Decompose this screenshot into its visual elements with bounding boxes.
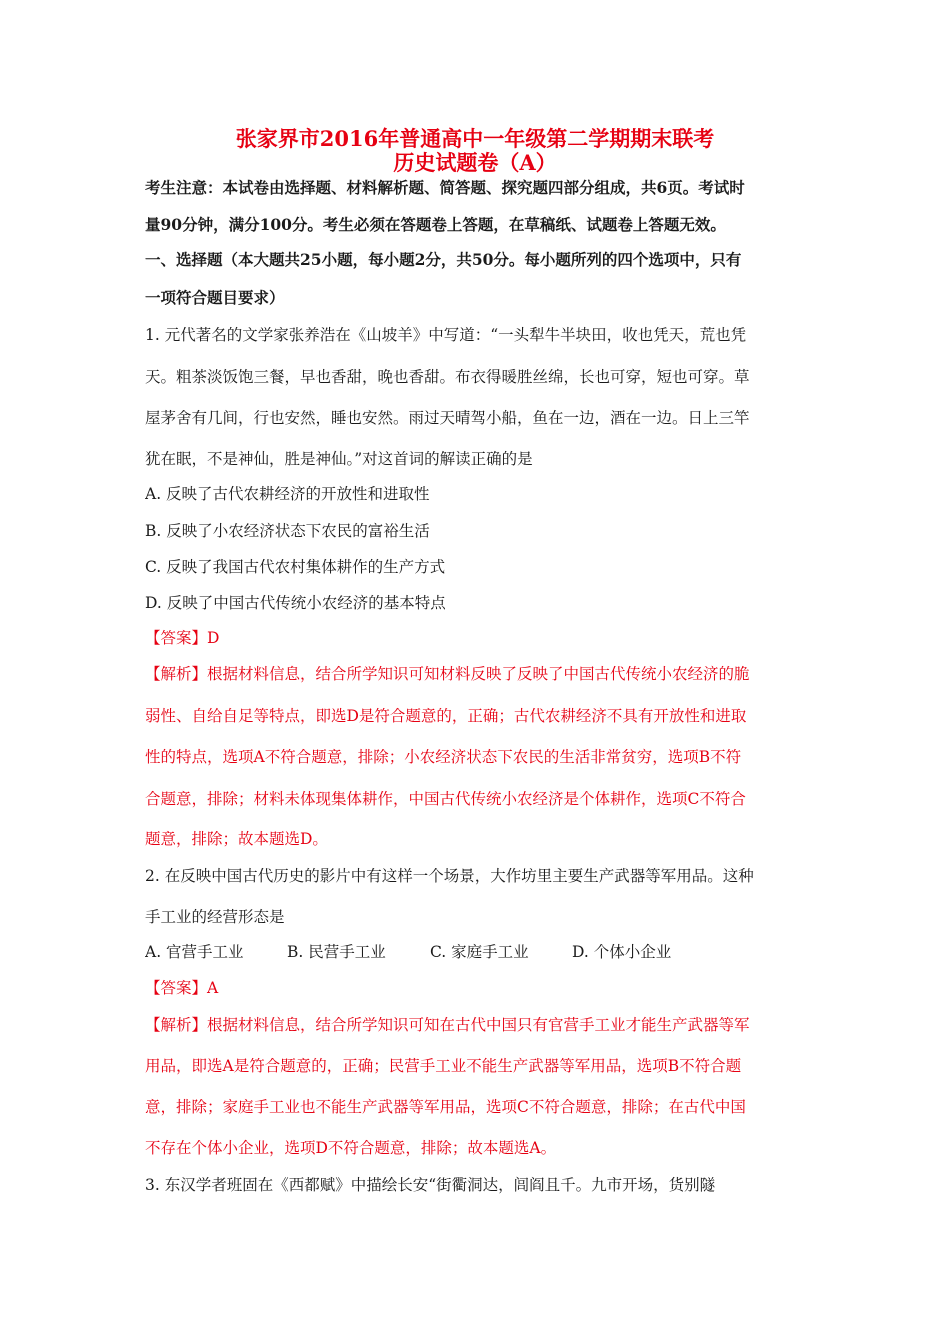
q1-option-d: D. 反映了中国古代传统小农经济的基本特点	[145, 594, 446, 612]
notice-line-1: 考生注意：本试卷由选择题、材料解析题、简答题、探究题四部分组成，共6页。考试时	[145, 178, 745, 197]
q1-option-b: B. 反映了小农经济状态下农民的富裕生活	[145, 522, 430, 540]
notice-line-2: 量90分钟，满分100分。考生必须在答题卷上答题，在草稿纸、试题卷上答题无效。	[145, 215, 726, 234]
answer-tag: 【答案】	[145, 629, 208, 647]
analysis-tag: 【解析】	[145, 665, 208, 683]
q2-option-a: A. 官营手工业	[145, 943, 244, 961]
analysis-tag: 【解析】	[145, 1016, 208, 1034]
q3-stem-line: 3. 东汉学者班固在《西都赋》中描绘长安“街衢洞达，闾阎且千。九市开场，货别隧	[145, 1176, 716, 1194]
answer-value: D	[207, 629, 220, 647]
section-heading-line-2: 一项符合题目要求）	[145, 288, 285, 307]
answer-value: A	[207, 979, 219, 997]
q2-analysis-line: 意，排除；家庭手工业也不能生产武器等军用品，选项C不符合题意，排除；在古代中国	[145, 1098, 746, 1116]
q1-stem-line: 屋茅舍有几间，行也安然，睡也安然。雨过天晴驾小船，鱼在一边，酒在一边。日上三竿	[145, 409, 750, 427]
q2-analysis-line: 用品，即选A是符合题意的，正确；民营手工业不能生产武器等军用品，选项B不符合题	[145, 1057, 742, 1075]
q1-stem-line: 天。粗茶淡饭饱三餐，早也香甜，晚也香甜。布衣得暖胜丝绵，长也可穿，短也可穿。草	[145, 368, 750, 386]
exam-title: 张家界市2016年普通高中一年级第二学期期末联考	[235, 126, 715, 151]
q2-stem-line: 2. 在反映中国古代历史的影片中有这样一个场景，大作坊里主要生产武器等军用品。这种	[145, 867, 754, 885]
q2-options	[145, 942, 805, 962]
q1-analysis-line: 性的特点，选项A不符合题意，排除；小农经济状态下农民的生活非常贫穷，选项B不符	[145, 748, 742, 766]
q1-analysis-line: 合题意，排除；材料未体现集体耕作，中国古代传统小农经济是个体耕作，选项C不符合	[145, 790, 746, 808]
q2-answer	[145, 978, 805, 998]
q2-option-b: B. 民营手工业	[287, 943, 386, 961]
analysis-text: 根据材料信息，结合所学知识可知材料反映了反映了中国古代传统小农经济的脆	[207, 665, 750, 683]
q1-option-a: A. 反映了古代农耕经济的开放性和进取性	[145, 485, 430, 503]
exam-subtitle: 历史试题卷（A）	[393, 150, 557, 175]
q1-analysis-line	[145, 664, 805, 684]
q2-analysis-line	[145, 1015, 805, 1035]
q1-answer	[145, 628, 805, 648]
q2-option-c: C. 家庭手工业	[430, 943, 529, 961]
q1-stem-line: 犹在眠，不是神仙，胜是神仙。”对这首词的解读正确的是	[145, 450, 533, 468]
q2-option-d: D. 个体小企业	[572, 943, 672, 961]
q1-analysis-line: 弱性、自给自足等特点，即选D是符合题意的，正确；古代农耕经济不具有开放性和进取	[145, 707, 747, 725]
analysis-text: 根据材料信息，结合所学知识可知在古代中国只有官营手工业才能生产武器等军	[207, 1016, 750, 1034]
q2-analysis-line: 不存在个体小企业，选项D不符合题意，排除；故本题选A。	[145, 1139, 557, 1157]
answer-tag: 【答案】	[145, 979, 208, 997]
q1-analysis-line: 题意，排除；故本题选D。	[145, 830, 328, 848]
section-heading-line-1: 一、选择题（本大题共25小题，每小题2分，共50分。每小题所列的四个选项中，只有	[145, 250, 742, 269]
q1-option-c: C. 反映了我国古代农村集体耕作的生产方式	[145, 558, 446, 576]
q1-stem-line: 1. 元代著名的文学家张养浩在《山坡羊》中写道：“一头犁牛半块田，收也凭天，荒也凭	[145, 326, 747, 344]
q2-stem-line: 手工业的经营形态是	[145, 908, 285, 926]
